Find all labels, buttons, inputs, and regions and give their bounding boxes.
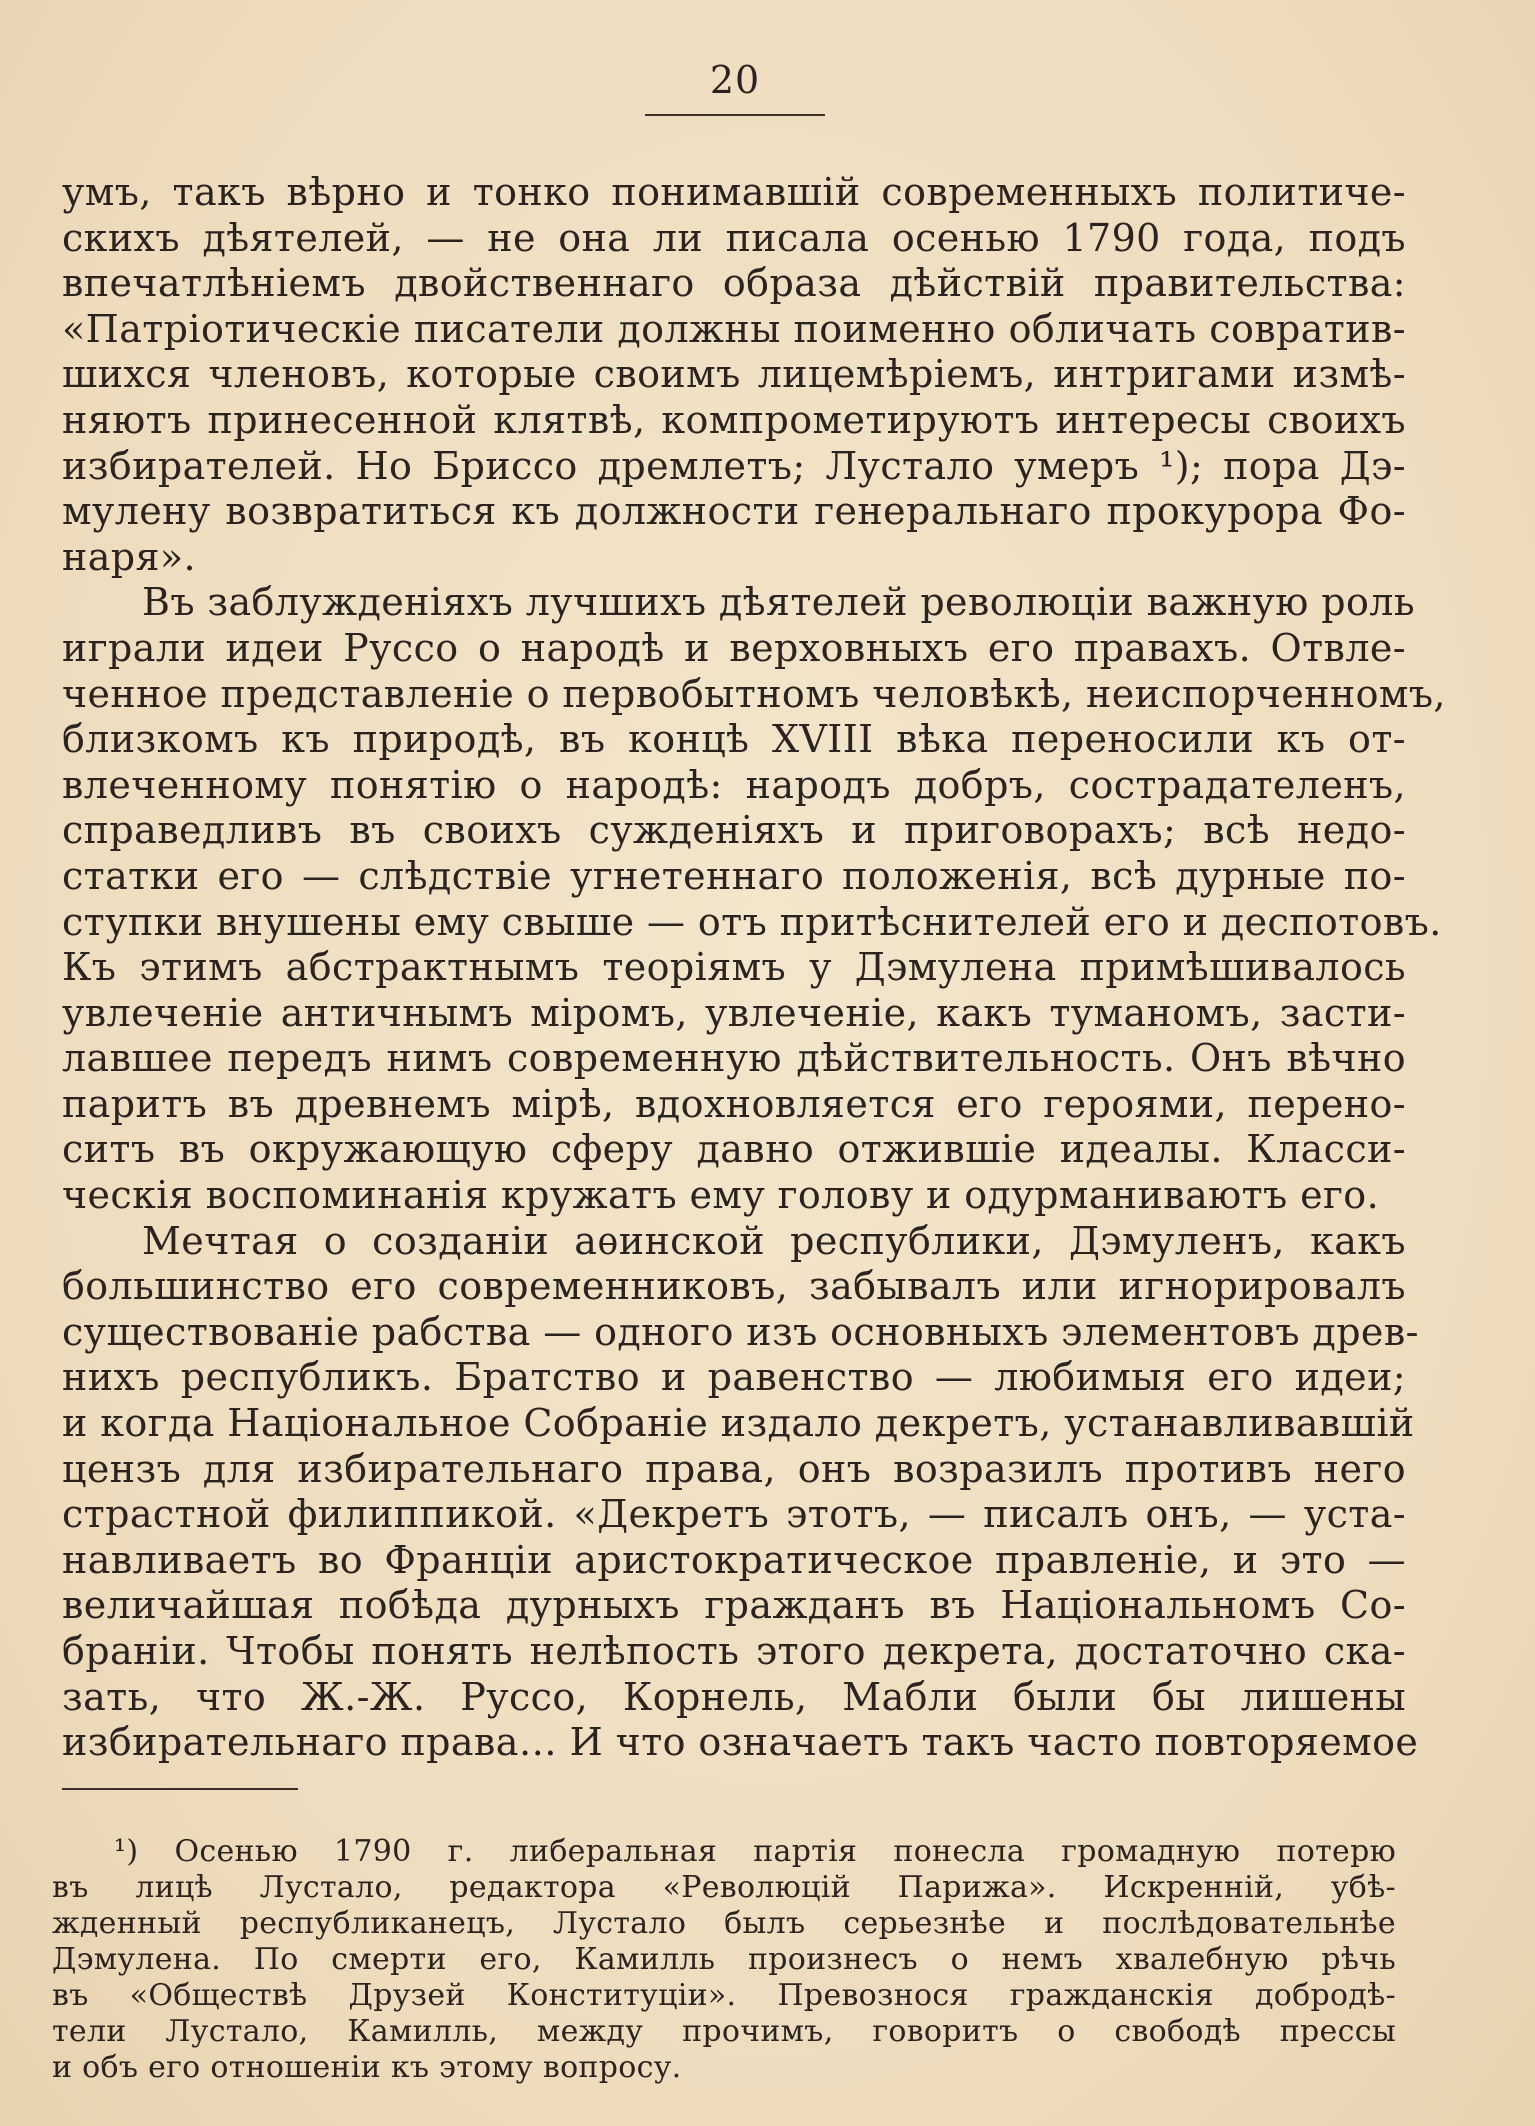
text-line: паритъ въ древнемъ мірѣ, вдохновляется его героями, перено- <box>62 1081 1406 1126</box>
text-line: скихъ дѣятелей, — не она ли писала осенью 1790 года, подъ <box>62 215 1406 260</box>
text-line: увлеченіе античнымъ міромъ, увлеченіе, какъ туманомъ, засти- <box>62 990 1406 1035</box>
text-line: ченное представленіе о первобытномъ человѣкѣ, неиспорченномъ, <box>62 671 1446 716</box>
footnote-line: жденный республиканецъ, Лустало былъ серьезнѣе и послѣдовательнѣе <box>52 1906 1396 1941</box>
body-text <box>62 170 1446 1766</box>
footnote <box>52 1834 1396 2086</box>
page-number-rule <box>645 114 825 116</box>
footnote-line: Дэмулена. По смерти его, Камилль произнесъ о немъ хвалебную рѣчь <box>52 1942 1396 1977</box>
text-line: близкомъ къ природѣ, въ концѣ XVIII вѣка переносили къ от- <box>62 717 1406 762</box>
text-line: шихся членовъ, которые своимъ лицемѣріемъ, интригами измѣ- <box>62 352 1406 397</box>
text-line: ческія воспоминанія кружатъ ему голову и одурманиваютъ его. <box>62 1173 1380 1218</box>
footnote-rule <box>62 1788 298 1790</box>
text-line: наря». <box>62 534 197 579</box>
text-line: статки его — слѣдствіе угнетеннаго положенія, всѣ дурные по- <box>62 853 1406 898</box>
text-line: Къ этимъ абстрактнымъ теоріямъ у Дэмулена примѣшивалось <box>62 945 1406 990</box>
text-line: умъ, такъ вѣрно и тонко понимавшій современныхъ политиче- <box>62 170 1406 214</box>
paragraph-start-line: Мечтая о созданіи аѳинской республики, Дэмуленъ, какъ <box>142 1218 1406 1263</box>
text-line: навливаетъ во Франціи аристократическое правленіе, и это — <box>62 1537 1406 1582</box>
text-line: и когда Національное Собраніе издало декретъ, устанавливавшій <box>62 1401 1415 1446</box>
text-line: играли идеи Руссо о народѣ и верховныхъ его правахъ. Отвле- <box>62 625 1406 670</box>
text-line: ступки внушены ему свыше — отъ притѣснителей его и деспотовъ. <box>62 899 1442 944</box>
text-line: мулену возвратиться къ должности генеральнаго прокурора Фо- <box>62 489 1406 534</box>
text-line: лавшее передъ нимъ современную дѣйствительность. Онъ вѣчно <box>62 1036 1406 1081</box>
text-line: влеченному понятію о народѣ: народъ добръ, сострадателенъ, <box>62 762 1406 807</box>
text-line: справедливъ въ своихъ сужденіяхъ и приговорахъ; всѣ недо- <box>62 808 1406 853</box>
text-line: цензъ для избирательнаго права, онъ возразилъ противъ него <box>62 1446 1406 1491</box>
text-line: существованіе рабства — одного изъ основныхъ элементовъ древ- <box>62 1309 1419 1354</box>
text-line: нихъ республикъ. Братство и равенство — любимыя его идеи; <box>62 1355 1406 1400</box>
text-line: няютъ принесенной клятвѣ, компрометируютъ интересы своихъ <box>62 397 1406 442</box>
footnote-line: и объ его отношеніи къ этому вопросу. <box>52 2050 682 2085</box>
text-line: впечатлѣніемъ двойственнаго образа дѣйствій правительства: <box>62 261 1406 306</box>
text-line: величайшая побѣда дурныхъ гражданъ въ Національномъ Со- <box>62 1583 1406 1628</box>
text-line: большинство его современниковъ, забывалъ или игнорировалъ <box>62 1264 1406 1309</box>
paragraph-start-line: Въ заблужденіяхъ лучшихъ дѣятелей революціи важную роль <box>142 580 1415 625</box>
text-line: ситъ въ окружающую сферу давно отжившіе идеалы. Класси- <box>62 1127 1406 1172</box>
footnote-line: въ «Обществѣ Друзей Конституціи». Превознося гражданскія добродѣ- <box>52 1978 1396 2013</box>
text-line: избирательнаго права… И что означаетъ такъ часто повторяемое <box>62 1720 1419 1765</box>
footnote-line: въ лицѣ Лустало, редактора «Революцій Парижа». Искренній, убѣ- <box>52 1870 1396 1905</box>
text-line: «Патріотическіе писатели должны поименно обличать совратив- <box>62 306 1406 351</box>
page-number: 20 <box>709 58 761 102</box>
text-line: избирателей. Но Бриссо дремлетъ; Лустало умеръ ¹); пора Дэ- <box>62 443 1406 488</box>
footnote-line: ¹) Осенью 1790 г. либеральная партія понесла громадную потерю <box>114 1834 1396 1869</box>
text-line: браніи. Чтобы понять нелѣпость этого декрета, достаточно ска- <box>62 1629 1406 1673</box>
text-line: страстной филиппикой. «Декретъ этотъ, — писалъ онъ, — уста- <box>62 1492 1406 1537</box>
text-line: зать, что Ж.-Ж. Руссо, Корнель, Мабли были бы лишены <box>62 1674 1406 1719</box>
footnote-line: тели Лустало, Камилль, между прочимъ, говоритъ о свободѣ прессы <box>52 2014 1396 2049</box>
